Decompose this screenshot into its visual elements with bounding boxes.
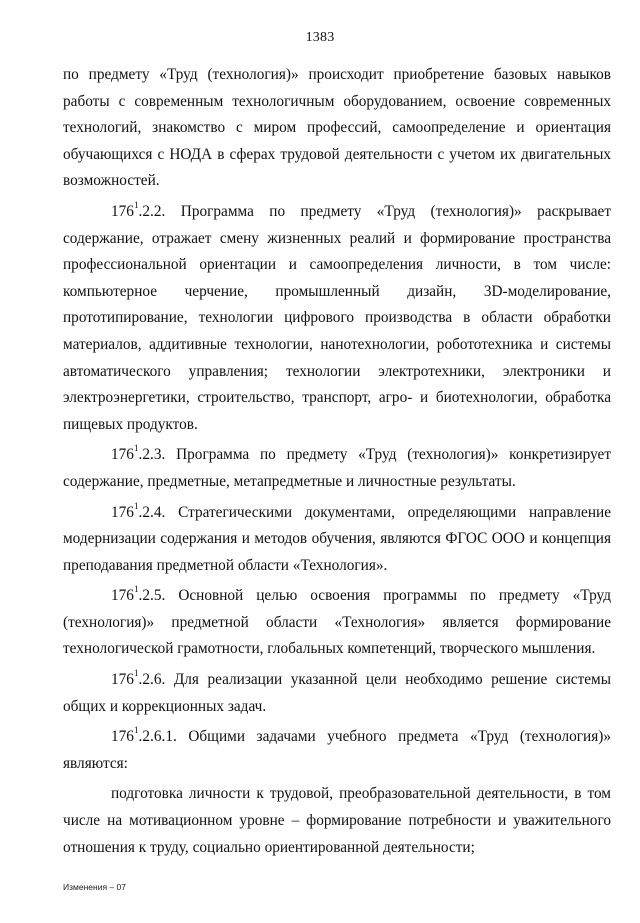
page-number: 1383 [305,30,335,45]
section-superscript: 1 [133,584,139,595]
section-number: 176 [111,587,134,605]
section-suffix: .2.6. [138,671,166,689]
section-superscript: 1 [133,668,139,679]
section-suffix: .2.4. [138,503,166,521]
section-suffix: .2.5. [138,587,166,605]
paragraph-176-1-2-3 [63,442,611,495]
paragraph-text: Программа по предмету «Труд (технология)» раскрывает содержание, отражает смену жизненных реалий и формирование пространства профессиональной ориентации и самоопределения личности, в том числе: компьютерное черчение, промышленный дизайн, 3D-моделирование, прототипирование, технологии цифрового производства в области обработки материалов, аддитивные технологии, нанотехнологии, робототехника и системы автоматического управления; технологии электротехники, электроники и электроэнергетики, строительство, транспорт, агро- и биотехнологии, обработка пищевых продуктов. [63,202,611,433]
section-suffix: .2.6.1. [138,728,177,746]
section-superscript: 1 [133,725,139,736]
paragraph-text: Для реализации указанной цели необходимо решение системы общих и коррекционных задач. [63,671,611,715]
footer-note: Изменения – 07 [63,882,126,892]
section-number: 176 [111,728,134,746]
paragraph-text: Основной целью освоения программы по предмету «Труд (технология)» предметной области «Технология» является формирование технологической грамотности, глобальных компетенций, творческого мышления. [63,587,611,658]
section-suffix: .2.3. [138,446,166,464]
document-body [63,62,611,861]
paragraph-text: подготовка личности к трудовой, преобразовательной деятельности, в том числе на мотивационном уровне – формирование потребности и уважительного отношения к труду, социально ориентированной деятельности; [63,785,611,856]
paragraph-176-1-2-2 [63,199,611,438]
section-number: 176 [111,446,134,464]
section-superscript: 1 [133,443,139,454]
paragraph-text: Общими задачами учебного предмета «Труд (технология)» являются: [63,728,611,772]
paragraph-text: Программа по предмету «Труд (технология)» конкретизирует содержание, предметные, метапредметные и личностные результаты. [63,446,612,490]
paragraph-176-1-2-5 [63,583,611,663]
paragraph-176-1-2-6 [63,667,611,720]
paragraph-176-1-2-4 [63,500,611,580]
section-superscript: 1 [133,500,139,511]
section-number: 176 [111,503,134,521]
section-superscript: 1 [133,200,139,211]
section-suffix: .2.2. [138,202,166,220]
paragraph-continuation [63,62,611,195]
paragraph-176-1-2-6-1 [63,724,611,777]
paragraph-text: Стратегическими документами, определяющими направление модернизации содержания и методов обучения, являются ФГОС ООО и концепция преподавания предметной области «Технология». [63,503,611,574]
section-number: 176 [111,202,134,220]
paragraph-text: по предмету «Труд (технология)» происходит приобретение базовых навыков работы с современным технологичным оборудованием, освоение современных технологий, знакомство с миром профессий, самоопределение и ориентация обучающихся с НОДА в сферах трудовой деятельности с учетом их двигательных возможностей. [63,66,611,190]
section-number: 176 [111,671,134,689]
paragraph-list-item [63,781,611,861]
